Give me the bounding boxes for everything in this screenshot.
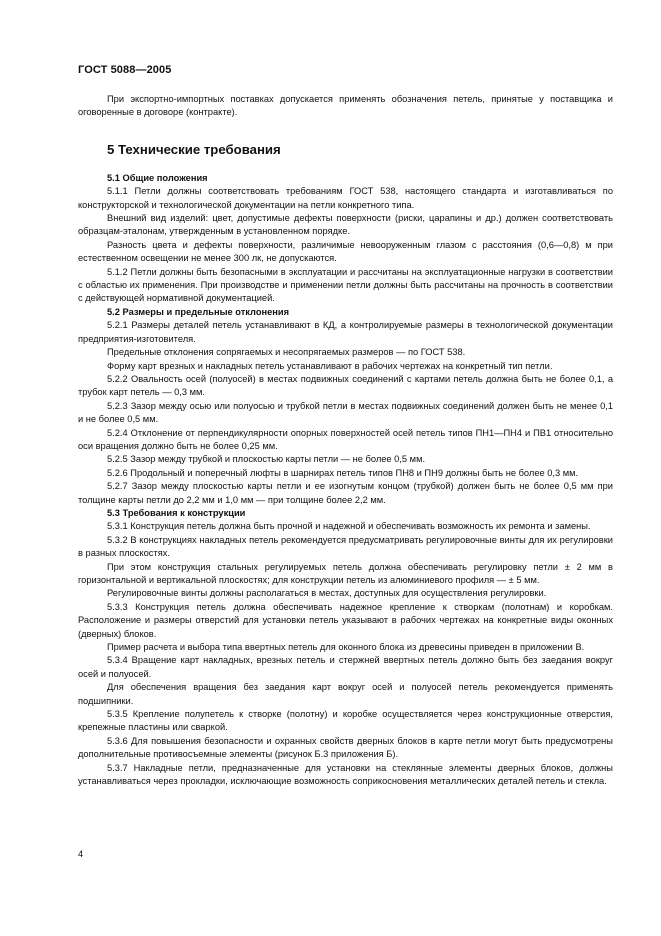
paragraph: Внешний вид изделий: цвет, допустимые дефекты поверхности (риски, царапины и др.) должен соответствовать образцам-эталонам, утвержденным в установленном порядке. bbox=[78, 213, 613, 237]
paragraph: 5.2.4 Отклонение от перпендикулярности опорных поверхностей осей петель типов ПН1—ПН4 и ПВ1 относительно оси вращения должно быть не более 0,25 мм. bbox=[78, 427, 613, 451]
subsection-5-1-title: 5.1 Общие положения bbox=[107, 172, 208, 183]
paragraph: Регулировочные винты должны располагаться в местах, доступных для осуществления регулировки. bbox=[107, 588, 547, 599]
document-header: ГОСТ 5088—2005 bbox=[78, 64, 172, 76]
paragraph: Форму карт врезных и накладных петель устанавливают в рабочих чертежах на конкретный тип петли. bbox=[107, 360, 553, 371]
paragraph: 5.3.4 Вращение карт накладных, врезных петель и стержней ввертных петель должно быть без заедания вокруг осей и полуосей. bbox=[78, 655, 613, 679]
paragraph: 5.3.5 Крепление полупетель к створке (полотну) и коробке осуществляется через конструкционные отверстия, крепежные пластины или сваркой. bbox=[78, 709, 613, 733]
paragraph: 5.3.3 Конструкция петель должна обеспечивать надежное крепление к створкам (полотнам) и коробкам. Расположение и размеры отверстий для установки петель указывают в рабочих чертежах на конкретные виды оконных (дверных) блоков. bbox=[78, 601, 613, 639]
paragraph: 5.2.5 Зазор между трубкой и плоскостью карты петли — не более 0,5 мм. bbox=[107, 454, 426, 465]
paragraph: 5.3.6 Для повышения безопасности и охранных свойств дверных блоков в карте петли могут быть предусмотрены дополнительные противосъемные элементы (рисунок Б.3 приложения Б). bbox=[78, 735, 613, 760]
paragraph: Для обеспечения вращения без заедания карт вокруг осей и полуосей петель рекомендуется применять подшипники. bbox=[78, 682, 613, 706]
subsection-5-3-title: 5.3 Требования к конструкции bbox=[107, 507, 246, 518]
paragraph: Пример расчета и выбора типа ввертных петель для оконного блока из древесины приведен в приложении В. bbox=[107, 642, 585, 653]
paragraph: При этом конструкция стальных регулируемых петель должна обеспечивать регулировку петли ± 2 мм в горизонтальной и вертикальной плоскостях; для конструкции петель из алюминиевого профиля — ± 5 мм. bbox=[78, 561, 613, 585]
paragraph: 5.2.2 Овальность осей (полуосей) в местах подвижных соединений с картами петель должна быть не более 0,1, а трубок карт петель — 0,3 мм. bbox=[78, 373, 613, 398]
paragraph: 5.2.6 Продольный и поперечный люфты в шарнирах петель типов ПН8 и ПН9 должны быть не более 0,3 мм. bbox=[107, 467, 579, 478]
section-5-title: 5 Технические требования bbox=[107, 141, 281, 157]
subsection-5-2-title: 5.2 Размеры и предельные отклонения bbox=[107, 306, 290, 317]
paragraph: 5.3.1 Конструкция петель должна быть прочной и надежной и обеспечивать возможность их ремонта и замены. bbox=[107, 521, 591, 532]
paragraph: Предельные отклонения сопрягаемых и несопрягаемых размеров — по ГОСТ 538. bbox=[107, 347, 466, 358]
paragraph: 5.2.7 Зазор между плоскостью карты петли и ее изогнутым концом (трубкой) должен быть не более 0,5 мм при толщине карты петли до 2,2 мм и 1,0 мм — при толщине более 2,2 мм. bbox=[78, 481, 613, 505]
paragraph: 5.3.7 Накладные петли, предназначенные для установки на стеклянные элементы дверных блоков, должны устанавливаться через прокладки, исключающие возможность соприкосновения металлических деталей петель и стекла. bbox=[78, 762, 613, 787]
paragraph: 5.2.3 Зазор между осью или полуосью и трубкой петли в местах подвижных соединений должен быть не менее 0,1 и не более 0,5 мм. bbox=[78, 400, 613, 425]
document-body bbox=[78, 93, 613, 789]
paragraph: Разность цвета и дефекты поверхности, различимые невооруженным глазом с расстояния (0,6—0,8) м при естественном освещении не менее 300 лк, не допускаются. bbox=[78, 239, 613, 264]
paragraph: 5.3.2 В конструкциях накладных петель рекомендуется предусматривать регулировочные винты для их регулировки в разных плоскостях. bbox=[78, 534, 613, 559]
paragraph: 5.2.1 Размеры деталей петель устанавливают в КД, а контролируемые размеры в технологической документации предприятия-изготовителя. bbox=[78, 320, 613, 344]
page-number: 4 bbox=[78, 849, 84, 859]
paragraph: 5.1.1 Петли должны соответствовать требованиям ГОСТ 538, настоящего стандарта и изготавливаться по конструкторской и технологической документации на петли конкретного типа. bbox=[78, 186, 613, 210]
paragraph: 5.1.2 Петли должны быть безопасными в эксплуатации и рассчитаны на эксплуатационные нагрузки в соответствии с областью их применения. При производстве и применении петли должны быть рассчитаны на прочность в соответствии с действующей нормативной документацией. bbox=[78, 266, 613, 304]
intro-paragraph: При экспортно-импортных поставках допускается применять обозначения петель, принятые у поставщика и оговоренные в договоре (контракте). bbox=[78, 94, 613, 118]
